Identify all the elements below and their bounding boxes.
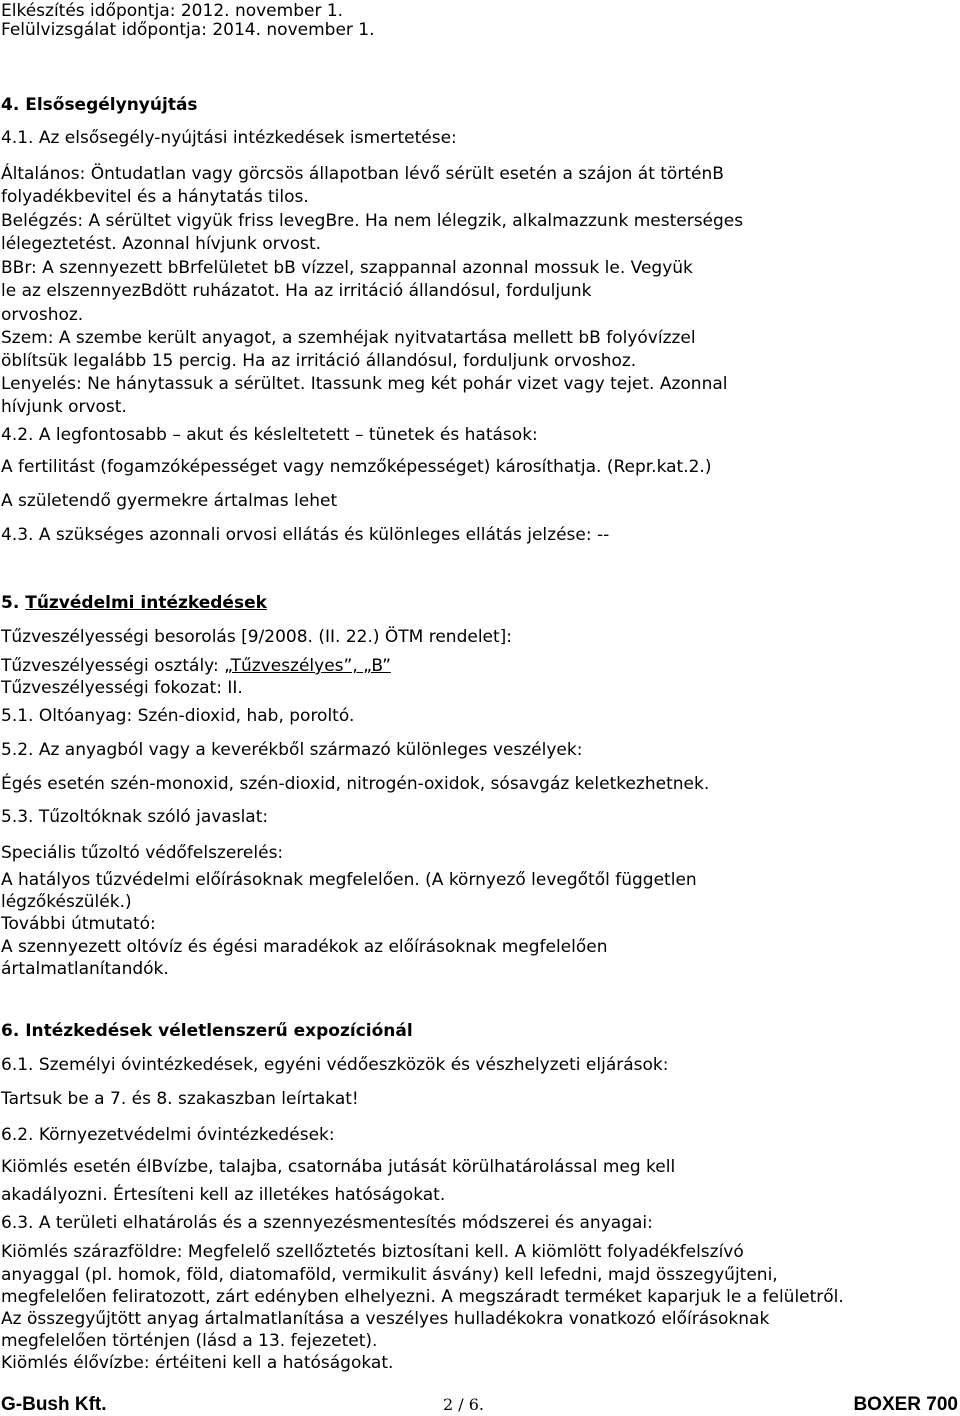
created-date: Elkészítés időpontja: 2012. november 1. (1, 1, 344, 21)
section-title (1, 592, 267, 614)
text-line: orvoshoz. (1, 305, 84, 325)
section-title-text: Tűzvédelmi intézkedések (25, 593, 267, 613)
section-title: 4. Elsősegélynyújtás (1, 95, 198, 115)
text-line: Kiömlés esetén élBvízbe, talajba, csatornába jutását körülhatárolással meg kell (1, 1157, 676, 1177)
text-line: ártalmatlanítandók. (1, 959, 169, 979)
text-line (1, 655, 391, 677)
text-line: Az összegyűjtött anyag ártalmatlanítása a veszélyes hulladékokra vonatkozó előírásoknak (1, 1309, 770, 1329)
text-line: folyadékbevitel és a hánytatás tilos. (1, 187, 309, 207)
fire-class-label: Tűzveszélyességi osztály: (1, 656, 225, 676)
section-title: 6. Intézkedések véletlenszerű expozíciónál (1, 1021, 413, 1041)
text-line: A születendő gyermekre ártalmas lehet (1, 491, 338, 511)
product-name: BOXER 700 (853, 1394, 958, 1415)
section-number: 5. (1, 593, 26, 613)
subsection-heading: 6.1. Személyi óvintézkedések, egyéni védőeszközök és vészhelyzeti eljárások: (1, 1055, 669, 1075)
page-number: 2 / 6. (443, 1395, 485, 1414)
text-line: Speciális tűzoltó védőfelszerelés: (1, 843, 284, 863)
text-line: Kiömlés élővízbe: értéiteni kell a hatóságokat. (1, 1353, 394, 1373)
text-line: lélegeztetést. Azonnal hívjunk orvost. (1, 234, 322, 254)
text-line: Általános: Öntudatlan vagy görcsös állapotban lévő sérült esetén a szájon át történB (1, 164, 724, 184)
subsection-heading: 6.2. Környezetvédelmi óvintézkedések: (1, 1125, 335, 1145)
text-line: megfelelően feliratozott, zárt edényben elhelyezni. A megszáradt terméket kaparjuk le a felületről. (1, 1287, 844, 1307)
subsection-heading: 5.2. Az anyagból vagy a keverékből származó különleges veszélyek: (1, 740, 583, 760)
text-line: légzőkészülék.) (1, 892, 132, 912)
text-line: Kiömlés szárazföldre: Megfelelő szellőztetés biztosítani kell. A kiömlött folyadékfelszívó (1, 1242, 744, 1262)
revised-date: Felülvizsgálat időpontja: 2014. november 1. (1, 20, 375, 40)
text-line: le az elszennyezBdött ruházatot. Ha az irritáció állandósul, forduljunk (1, 281, 592, 301)
text-line: További útmutató: (1, 914, 156, 934)
subsection-heading: 4.1. Az elsősegély-nyújtási intézkedések ismertetése: (1, 128, 457, 148)
text-line: A szennyezett oltóvíz és égési maradékok az előírásoknak megfelelően (1, 937, 608, 957)
text-line: Tűzveszélyességi fokozat: II. (1, 678, 243, 698)
subsection-heading: 6.3. A területi elhatárolás és a szennyezésmentesítés módszerei és anyagai: (1, 1213, 653, 1233)
company-name: G-Bush Kft. (1, 1394, 107, 1415)
text-line: BBr: A szennyezett bBrfelületet bB vízzel, szappannal azonnal mossuk le. Vegyük (1, 258, 693, 278)
text-line: Szem: A szembe került anyagot, a szemhéjak nyitvatartása mellett bB folyóvízzel (1, 328, 696, 348)
text-line: öblítsük legalább 15 percig. Ha az irritáció állandósul, forduljunk orvoshoz. (1, 351, 637, 371)
subsection-heading: 4.3. A szükséges azonnali orvosi ellátás és különleges ellátás jelzése: -- (1, 525, 610, 545)
text-line: akadályozni. Értesíteni kell az illetékes hatóságokat. (1, 1185, 446, 1205)
fire-class-value: „Tűzveszélyes”, „B” (224, 656, 391, 676)
text-line: hívjunk orvost. (1, 397, 127, 417)
subsection-heading: 4.2. A legfontosabb – akut és késleltetett – tünetek és hatások: (1, 425, 538, 445)
text-line: Égés esetén szén-monoxid, szén-dioxid, nitrogén-oxidok, sósavgáz keletkezhetnek. (1, 774, 710, 794)
text-line: anyaggal (pl. homok, föld, diatomaföld, vermikulit ásvány) kell lefedni, majd összegyűjteni, (1, 1265, 778, 1285)
text-line: Belégzés: A sérültet vigyük friss levegBre. Ha nem lélegzik, alkalmazzunk mesterséges (1, 211, 744, 231)
text-line: megfelelően történjen (lásd a 13. fejezetet). (1, 1331, 378, 1351)
text-line: Tűzveszélyességi besorolás [9/2008. (II. 22.) ÖTM rendelet]: (1, 627, 513, 647)
subsection-heading: 5.3. Tűzoltóknak szóló javaslat: (1, 807, 269, 827)
subsection-heading: 5.1. Oltóanyag: Szén-dioxid, hab, poroltó. (1, 706, 355, 726)
text-line: A fertilitást (fogamzóképességet vagy nemzőképességet) károsíthatja. (Repr.kat.2.) (1, 457, 712, 477)
text-line: A hatályos tűzvédelmi előírásoknak megfelelően. (A környező levegőtől független (1, 870, 697, 890)
text-line: Lenyelés: Ne hánytassuk a sérültet. Itassunk meg két pohár vizet vagy tejet. Azonnal (1, 374, 728, 394)
text-line: Tartsuk be a 7. és 8. szakaszban leírtakat! (1, 1089, 359, 1109)
